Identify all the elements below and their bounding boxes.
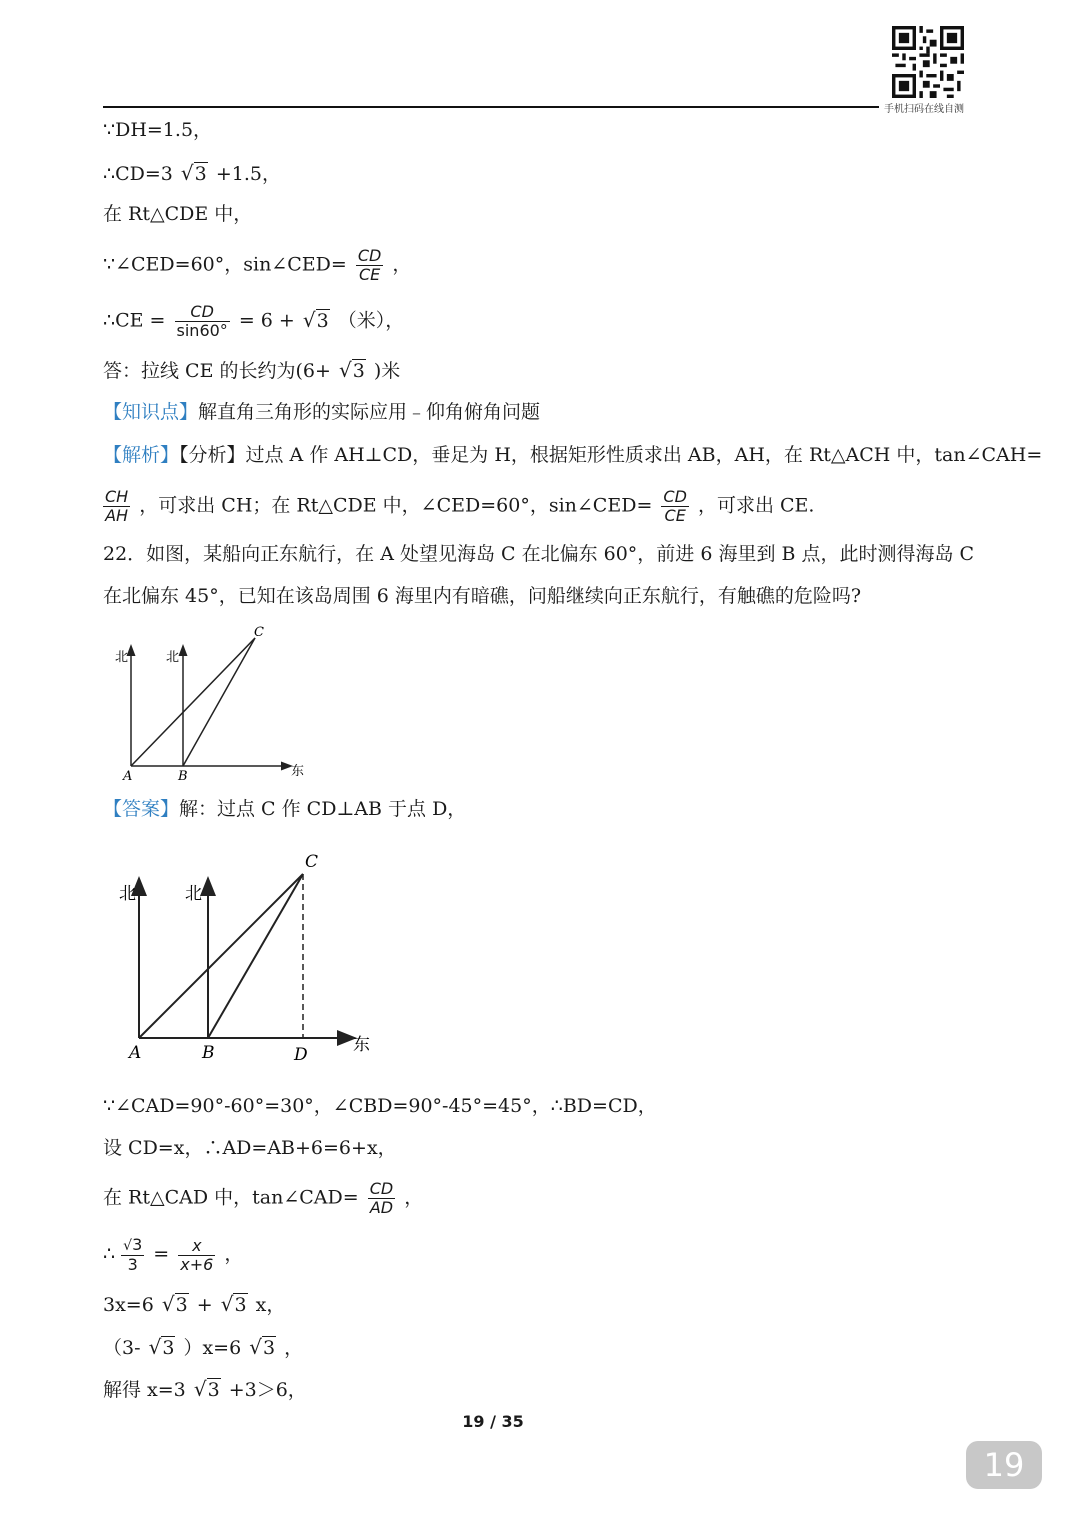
question-line: 22．如图，某船向正东航行，在 A 处望见海岛 C 在北偏东 60°，前进 6 海里到 B 点，此时测得海岛 C [103,543,975,565]
sqrt: √3 [220,1292,247,1316]
text-line: 3x=6 √3 + √3 x， [103,1292,286,1316]
sqrt: √3 [161,1292,188,1316]
answer-line: 【答案】解：过点 C 作 CD⊥AB 于点 D， [103,798,467,820]
analysis-tag: 【解析】 [103,444,180,466]
text-line: $\frac{CH}{AH}$ ，可求出 CH；在 Rt△CDE 中，∠CED=60°，sin∠CED= $\frac{CD}{CE}$ ，可求出 CE. [105,487,815,525]
fraction: $\frac{CH}{AH}$ [105,487,129,525]
text-line: 在 Rt△CAD 中，tan∠CAD= $\frac{CD}{AD}$ ， [103,1179,424,1217]
point-label: A [129,1043,142,1063]
east-label: 东 [291,764,305,779]
north-label: 北 [185,884,202,904]
north-label: 北 [166,650,180,665]
text-line: ∴CE = $\frac{CD}{\sin 60^\circ}$ = 6 + √3 （米）， [103,302,405,340]
point-label: C [305,852,319,872]
answer-figure [103,842,383,1070]
fraction: $\frac{CD}{CE}$ [357,246,382,284]
north-label: 北 [119,884,136,904]
text-line: 答：拉线 CE 的长约为(6+ √3 )米 [103,358,401,382]
fraction: $\frac{CD}{CE}$ [663,487,687,525]
point-label: B [178,769,188,784]
text-line: ∴ $\frac{√3}{3}$ = $\frac{x}{x+6}$ ， [103,1235,244,1274]
sqrt: √3 [249,1335,276,1359]
point-label: D [294,1045,308,1065]
point-label: A [123,769,133,784]
qr-caption: 手机扫码在线自测 [884,104,964,115]
fraction: $\frac{CD}{\sin 60^\circ}$ [176,302,228,340]
sqrt: √3 [193,1377,220,1401]
qr-code-icon [892,26,964,98]
text-line: （3- √3 ）x=6 √3 ， [103,1335,304,1359]
sqrt: √3 [180,161,207,185]
text-line: 设 CD=x，∴AD=AB+6=6+x， [103,1137,397,1159]
segment-ac [139,874,303,1038]
text-line: ∵∠CAD=90°-60°=30°，∠CBD=90°-45°=45°，∴BD=CD， [103,1095,657,1117]
question-line: 在北偏东 45°，已知在该岛周围 6 海里内有暗礁，问船继续向正东航行，有触礁的危险吗? [103,585,862,607]
page-number: 19 / 35 [462,1412,524,1431]
fraction: $\frac{x}{x+6}$ [180,1235,214,1274]
question-figure [103,618,313,786]
north-label: 北 [115,650,129,665]
fraction: $\frac{√3}{3}$ [123,1235,143,1274]
fraction: $\frac{CD}{AD}$ [369,1179,394,1217]
text-line: ∵DH=1.5， [103,119,213,141]
analysis-line: 【解析】【分析】过点 A 作 AH⊥CD，垂足为 H，根据矩形性质求出 AB，AH，在 Rt△ACH 中，tan∠CAH= [103,444,1043,466]
text-line: ∵∠CED=60°，sin∠CED= $\frac{CD}{CE}$ ， [103,246,412,284]
text-line: 在 Rt△CDE 中， [103,203,253,225]
sqrt: √3 [302,307,329,332]
point-label: B [202,1043,215,1063]
answer-tag: 【答案】 [103,798,180,820]
sqrt: √3 [148,1335,175,1359]
point-label: C [254,625,264,640]
header-rule [103,106,879,108]
east-label: 东 [353,1035,370,1055]
knowledge-point-line: 【知识点】解直角三角形的实际应用﹣仰角俯角问题 [103,401,541,423]
sqrt: √3 [338,358,365,382]
knowledge-point-tag: 【知识点】 [103,401,199,423]
text-line: ∴CD=3 √3 +1.5， [103,161,281,185]
page-badge[interactable]: 19 [966,1441,1042,1489]
text-line: 解得 x=3 √3 +3＞6， [103,1377,307,1401]
